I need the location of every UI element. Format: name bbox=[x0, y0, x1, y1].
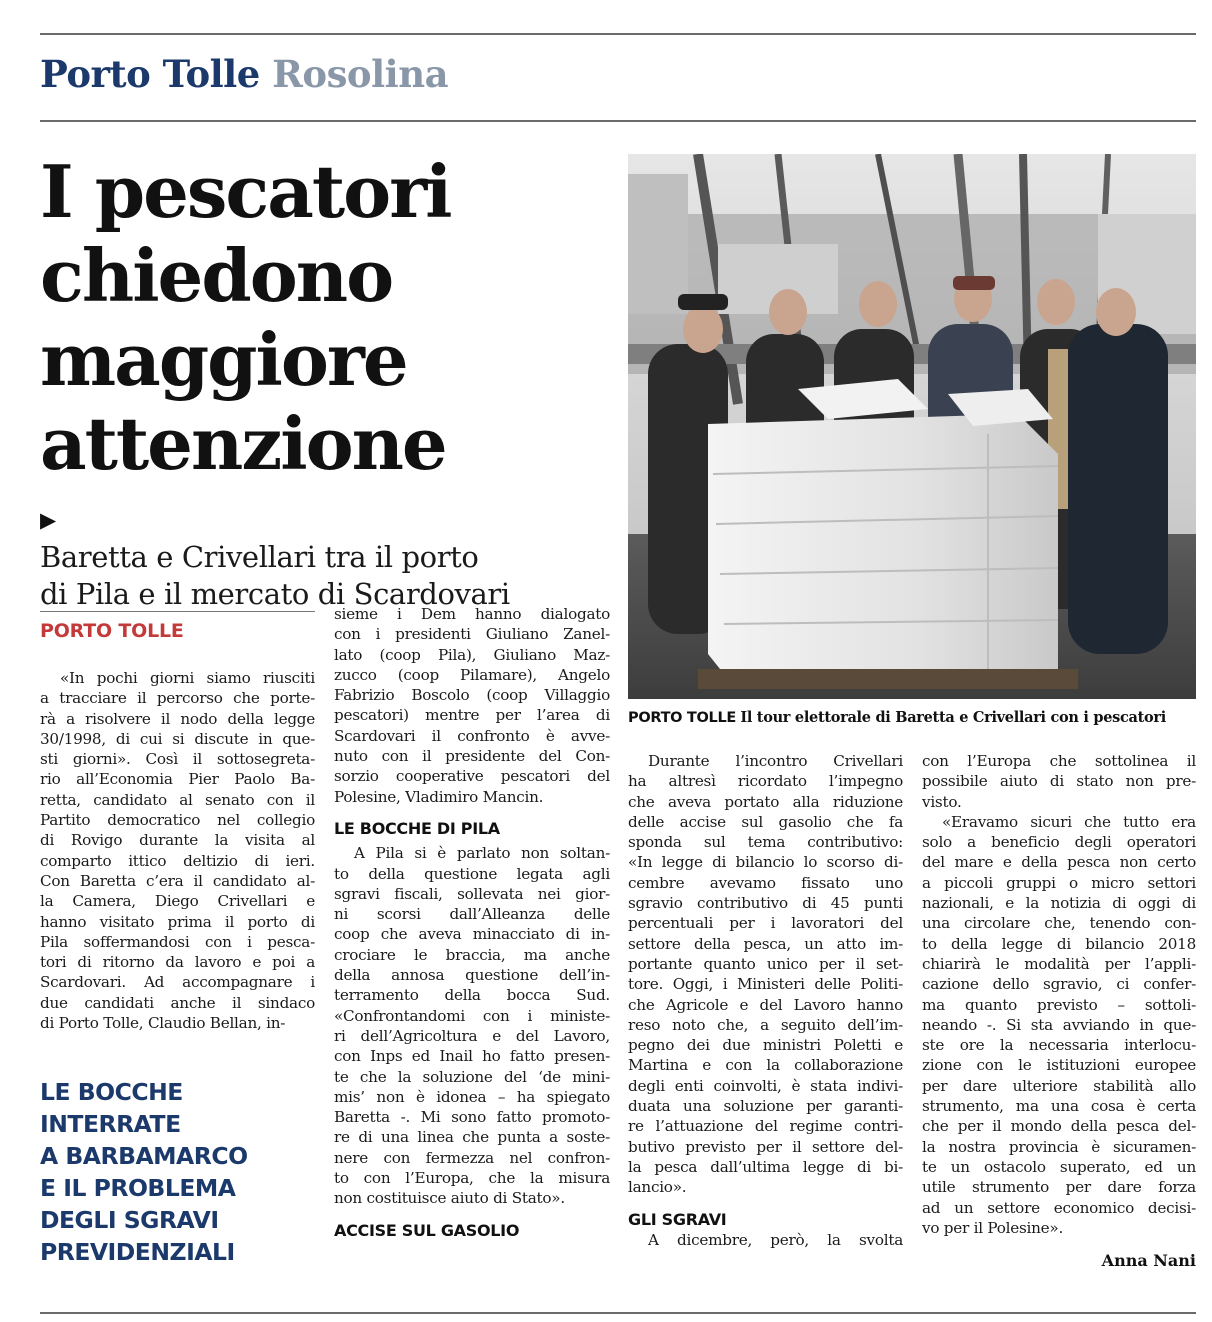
caption-text: Il tour elettorale di Baretta e Crivellari con i pescatori bbox=[740, 709, 1166, 726]
text-line: tori di ritorno da lavoro e poi a bbox=[40, 953, 315, 972]
text-line: di Rovigo durante la visita al bbox=[40, 831, 315, 850]
text-line: sgravi fiscali, sollevata nei gior- bbox=[334, 884, 610, 903]
text-line: re di una linea che punta a soste- bbox=[334, 1128, 610, 1147]
text-line: Scardovari. Ad accompagnare i bbox=[40, 973, 315, 992]
headline-line: chiedono bbox=[40, 233, 393, 318]
caption-location: PORTO TOLLE bbox=[628, 710, 737, 726]
text-line: te che la soluzione del ‘de mini- bbox=[334, 1067, 610, 1086]
text-line: duata una soluzione per garanti- bbox=[628, 1097, 903, 1116]
photo-caption bbox=[628, 709, 1196, 726]
text-line: delle accise sul gasolio che fa bbox=[628, 812, 903, 831]
photo bbox=[628, 154, 1196, 699]
text-line: Baretta -. Mi sono fatto promoto- bbox=[334, 1108, 610, 1127]
text-line: la Camera, Diego Crivellari e bbox=[40, 892, 315, 911]
text-line: sponda sul tema contributivo: bbox=[628, 833, 903, 852]
subhead-accise: ACCISE SUL GASOLIO bbox=[334, 1220, 520, 1240]
column-3-last-line: A dicembre, però, la svolta bbox=[648, 1230, 903, 1249]
text-line: sti giorni». Così il sottosegreta- bbox=[40, 750, 315, 769]
text-line: chiarirà le modalità per l’appli- bbox=[922, 954, 1196, 973]
text-line: A Pila si è parlato non soltan- bbox=[354, 844, 610, 863]
text-line: to della questione legata agli bbox=[334, 864, 610, 883]
column-2-text-a bbox=[334, 604, 610, 807]
text-line: lato (coop Pila), Giuliano Maz- bbox=[334, 645, 610, 664]
text-line: Con Baretta c’era il candidato al- bbox=[40, 871, 315, 890]
text-line: sgravio contributivo di 45 punti bbox=[628, 894, 903, 913]
text-line: neando -. Si sta avviando in que- bbox=[922, 1015, 1196, 1034]
text-line: che aveva portato alla riduzione bbox=[628, 792, 903, 811]
kicker: PORTO TOLLE bbox=[40, 620, 184, 642]
subhead-line: ▶ Baretta e Crivellari tra il porto bbox=[40, 502, 600, 576]
text-line: 30/1998, di cui si discute in que- bbox=[40, 729, 315, 748]
text-line: per dare ulteriore stabilità allo bbox=[922, 1076, 1196, 1095]
text-line: la pesca dall’ultima legge di bi- bbox=[628, 1157, 903, 1176]
text-line: ste ore la necessaria interlocu- bbox=[922, 1036, 1196, 1055]
text-line: non costituisce aiuto di Stato». bbox=[334, 1189, 565, 1208]
text-line: nazionali, e la notizia di oggi di bbox=[922, 894, 1196, 913]
text-line: settore della pesca, un atto im- bbox=[628, 934, 903, 953]
text-line: percentuali per i lavoratori del bbox=[628, 914, 903, 933]
headline bbox=[40, 150, 610, 486]
text-line: hanno visitato prima il porto di bbox=[40, 912, 315, 931]
text-line: sorzio cooperative pescatori del bbox=[334, 767, 610, 786]
text-line: ma quanto previsto – sottoli- bbox=[922, 995, 1196, 1014]
text-line: con l’Europa che sottolinea il bbox=[922, 752, 1196, 770]
text-line: ha altresì ricordato l’impegno bbox=[628, 772, 903, 791]
subhead-bocche: LE BOCCHE DI PILA bbox=[334, 818, 500, 838]
column-4-text-a bbox=[922, 751, 1196, 812]
text-line: ni scorsi dall’Alleanza delle bbox=[334, 905, 610, 924]
text-line: Fabrizio Boscolo (coop Villaggio bbox=[334, 686, 610, 705]
text-line: portante quanto unico per il set- bbox=[628, 954, 903, 973]
section-main: Porto Tolle bbox=[40, 52, 260, 96]
text-line: la nostra provincia è sicuramen- bbox=[922, 1137, 1196, 1156]
text-line: coop che aveva minacciato di in- bbox=[334, 925, 610, 944]
top-rule bbox=[40, 33, 1196, 35]
text-line: mis’ non è idonea – ha spiegato bbox=[334, 1087, 610, 1106]
text-line: Partito democratico nel collegio bbox=[40, 811, 315, 830]
section-title bbox=[40, 52, 448, 96]
text-line: to con l’Europa, che la misura bbox=[334, 1169, 610, 1188]
text-line: sieme i Dem hanno dialogato bbox=[334, 605, 610, 623]
section-rule bbox=[40, 120, 1196, 122]
text-line: visto. bbox=[922, 792, 962, 811]
column-3 bbox=[628, 751, 903, 1250]
text-line: cembre avevamo fissato uno bbox=[628, 873, 903, 892]
text-line: solo a beneficio degli operatori bbox=[922, 833, 1196, 852]
text-line: con Inps ed Inail ho fatto presen- bbox=[334, 1047, 610, 1066]
text-line: utile strumento per dare forza bbox=[922, 1178, 1196, 1197]
author: Anna Nani bbox=[1101, 1251, 1196, 1270]
text-line: della annosa questione dell’in- bbox=[334, 966, 610, 985]
text-line: pegno dei due ministri Poletti e bbox=[628, 1036, 903, 1055]
text-line: nere con fermezza nel confron- bbox=[334, 1148, 610, 1167]
text-line: zione con le istituzioni europee bbox=[922, 1056, 1196, 1075]
text-line: con i presidenti Giuliano Zanel- bbox=[334, 625, 610, 644]
text-line: to della legge di bilancio 2018 bbox=[922, 934, 1196, 953]
text-line: strumento, ma una cosa è certa bbox=[922, 1097, 1196, 1116]
headline-line: maggiore bbox=[40, 317, 407, 402]
text-line: vo per il Polesine». bbox=[922, 1218, 1064, 1237]
text-line: Martina e con la collaborazione bbox=[628, 1056, 903, 1075]
text-line: a tracciare il percorso che porte- bbox=[40, 689, 315, 708]
kicker-rule bbox=[40, 611, 315, 612]
headline-line: I pescatori bbox=[40, 149, 451, 234]
text-line: comparto ittico deltizio di ieri. bbox=[40, 851, 315, 870]
text-line: due candidati anche il sindaco bbox=[40, 993, 315, 1012]
text-line: crociare le braccia, ma anche bbox=[334, 945, 610, 964]
text-line: una circolare che, tenendo con- bbox=[922, 914, 1196, 933]
text-line: a piccoli gruppi o micro settori bbox=[922, 873, 1196, 892]
subhead bbox=[40, 502, 600, 613]
column-4 bbox=[922, 751, 1196, 1238]
section-sub: Rosolina bbox=[272, 52, 449, 96]
text-line: degli enti coinvolti, è stata indivi- bbox=[628, 1076, 903, 1095]
photo-illustration bbox=[628, 154, 1196, 699]
pull-quote: LE BOCCHE INTERRATE A BARBAMARCO E IL PROBLEMA DEGLI SGRAVI PREVIDENZIALI bbox=[40, 1078, 248, 1266]
column-4-text-b bbox=[922, 812, 1196, 1238]
text-line: Pila soffermandosi con i pesca- bbox=[40, 932, 315, 951]
text-line: butivo previsto per il settore del- bbox=[628, 1137, 903, 1156]
text-line: nuto con il presidente del Con- bbox=[334, 747, 610, 766]
text-line: ad un settore economico decisi- bbox=[922, 1198, 1196, 1217]
text-line: Polesine, Vladimiro Mancin. bbox=[334, 787, 544, 806]
headline-line: attenzione bbox=[40, 401, 446, 486]
text-line: Scardovari il confronto è avve- bbox=[334, 726, 610, 745]
text-line: «Eravamo sicuri che tutto era bbox=[942, 812, 1196, 831]
text-line: «Confrontandomi con i ministe- bbox=[334, 1006, 610, 1025]
subhead-sgravi: GLI SGRAVI bbox=[628, 1209, 727, 1229]
triangle-bullet-icon: ▶ bbox=[40, 508, 56, 532]
column-1-text bbox=[40, 668, 315, 1033]
text-line: zucco (coop Pilamare), Angelo bbox=[334, 665, 610, 684]
text-line: che per il mondo della pesca del- bbox=[922, 1117, 1196, 1136]
subhead-line: di Pila e il mercato di Scardovari bbox=[40, 577, 510, 611]
text-line: lancio». bbox=[628, 1178, 687, 1197]
text-line: te un ostacolo superato, ed un bbox=[922, 1157, 1196, 1176]
text-line: rio all’Economia Pier Paolo Ba- bbox=[40, 770, 315, 789]
column-3-text bbox=[628, 751, 903, 1198]
text-line: terramento della bocca Sud. bbox=[334, 986, 610, 1005]
column-2-text-b bbox=[334, 843, 610, 1208]
text-line: rà a risolvere il nodo della legge bbox=[40, 709, 315, 728]
text-line: del mare e della pesca non certo bbox=[922, 853, 1196, 872]
text-line: tore. Oggi, i Ministeri delle Politi- bbox=[628, 975, 903, 994]
text-line: Durante l’incontro Crivellari bbox=[648, 752, 903, 770]
bottom-rule bbox=[40, 1312, 1196, 1314]
text-line: ri dell’Agricoltura e del Lavoro, bbox=[334, 1026, 610, 1045]
text-line: possibile aiuto di stato non pre- bbox=[922, 772, 1196, 791]
text-line: «In pochi giorni siamo riusciti bbox=[60, 669, 315, 687]
text-line: che Agricole e del Lavoro hanno bbox=[628, 995, 903, 1014]
column-1 bbox=[40, 668, 315, 1033]
column-2 bbox=[334, 604, 610, 1241]
text-line: pescatori) mentre per l’area di bbox=[334, 706, 610, 725]
text-line: «In legge di bilancio lo scorso di- bbox=[628, 853, 903, 872]
text-line: re l’attuazione del regime contri- bbox=[628, 1117, 903, 1136]
text-line: retta, candidato al senato con il bbox=[40, 790, 315, 809]
text-line: reso noto che, a seguito dell’im- bbox=[628, 1015, 903, 1034]
text-line: cazione dello sgravio, ci confer- bbox=[922, 975, 1196, 994]
text-line: di Porto Tolle, Claudio Bellan, in- bbox=[40, 1014, 286, 1033]
